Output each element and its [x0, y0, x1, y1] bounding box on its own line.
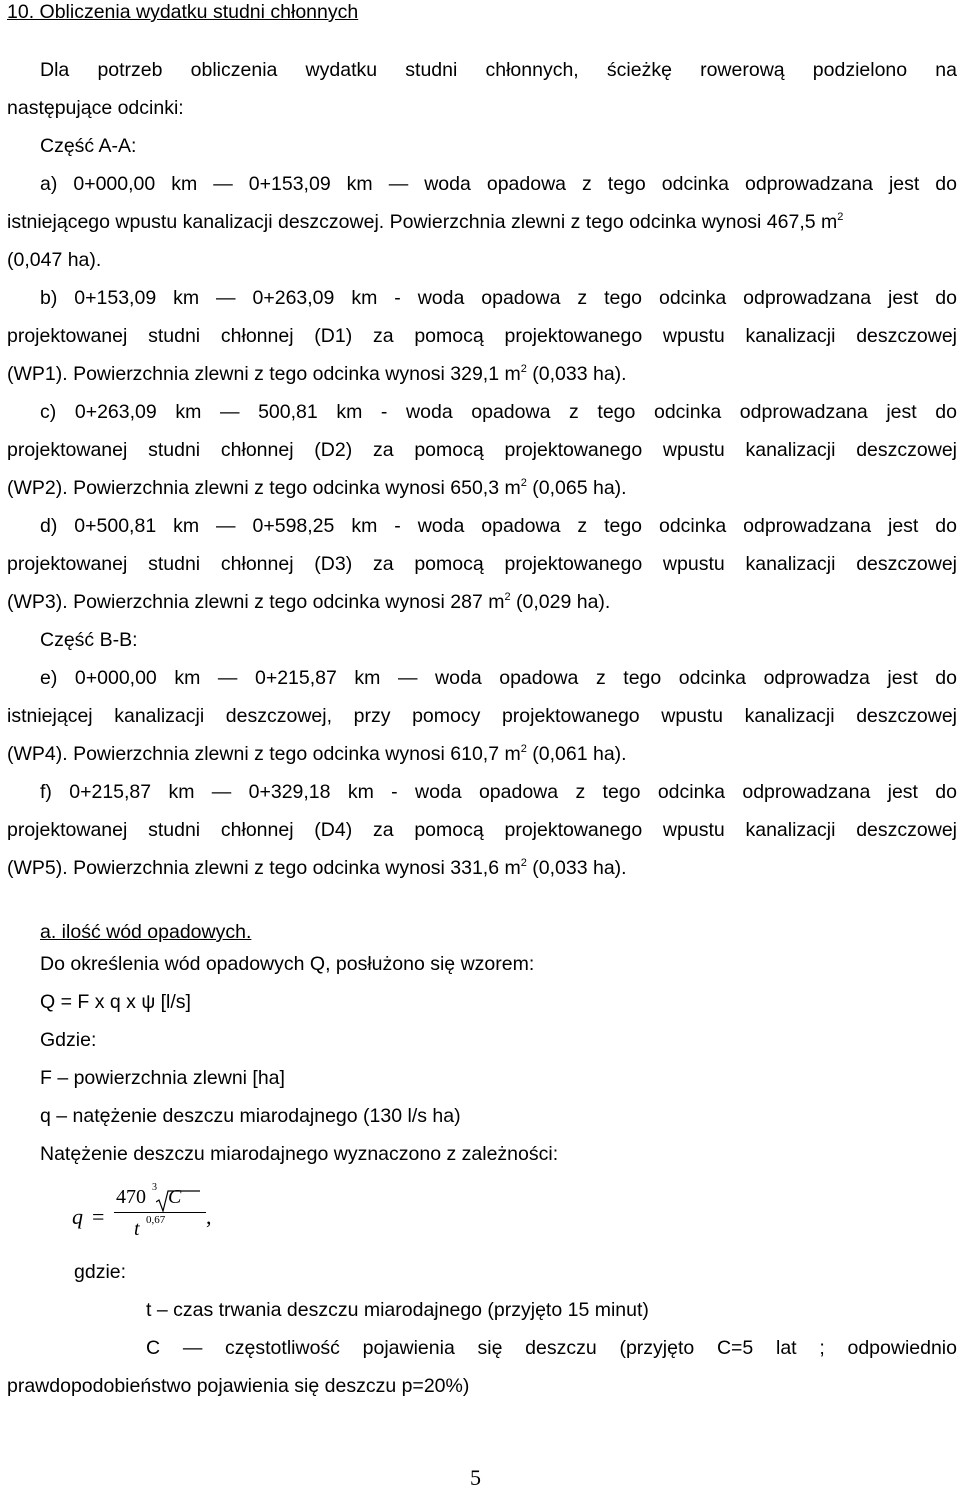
- item-f-line-3: (WP5). Powierzchnia zlewni z tego odcinka wynosi 331,6 $m^2$ (0,033 ha).: [7, 857, 627, 879]
- definition-c-line-1: C — częstotliwość pojawienia się deszczu (przyjęto C=5 lat ; odpowiednio: [146, 1337, 957, 1359]
- item-c-line-3: (WP2). Powierzchnia zlewni z tego odcinka wynosi 650,3 $m^2$ (0,065 ha).: [7, 477, 627, 499]
- formula-root-index: 3: [152, 1182, 157, 1193]
- item-d-line-3: (WP3). Powierzchnia zlewni z tego odcinka wynosi 287 $m^2$ (0,029 ha).: [7, 591, 611, 613]
- item-f-line-1: f) 0+215,87 km — 0+329,18 km - woda opadowa z tego odcinka odprowadzana jest do: [40, 781, 957, 803]
- formula-intro: Do określenia wód opadowych Q, posłużono się wzorem:: [40, 953, 535, 975]
- item-e-line-1: e) 0+000,00 km — 0+215,87 km — woda opadowa z tego odcinka odprowadza jest do: [40, 667, 957, 689]
- item-b-line-2: projektowanej studni chłonnej (D1) za pomocą projektowanego wpustu kanalizacji deszczowej: [7, 325, 957, 347]
- item-a-line-1: a) 0+000,00 km — 0+153,09 km — woda opadowa z tego odcinka odprowadzana jest do: [40, 173, 957, 195]
- superscript: 2: [837, 211, 844, 223]
- definition-q: q – natężenie deszczu miarodajnego (130 l/s ha): [40, 1105, 461, 1127]
- subsection-heading: a. ilość wód opadowych.: [40, 921, 252, 943]
- superscript: 2: [520, 743, 527, 755]
- superscript: 2: [520, 857, 527, 869]
- formula-q-total: Q = F x q x ψ [l/s]: [40, 991, 191, 1013]
- superscript: 2: [520, 363, 527, 375]
- where-label-2: gdzie:: [74, 1261, 127, 1283]
- formula-q: q: [72, 1204, 83, 1229]
- item-e-line-2: istniejącej kanalizacji deszczowej, przy pomocy projektowanego wpustu kanalizacji deszczowej: [7, 705, 957, 727]
- definition-t: t – czas trwania deszczu miarodajnego (przyjęto 15 minut): [146, 1299, 649, 1321]
- fraction-bar: [114, 1212, 206, 1213]
- definition-f: F – powierzchnia zlewni [ha]: [40, 1067, 285, 1089]
- item-e-line-3: (WP4). Powierzchnia zlewni z tego odcinka wynosi 610,7 $m^2$ (0,061 ha).: [7, 743, 627, 765]
- formula-numerator: 470: [116, 1186, 146, 1208]
- intensity-intro: Natężenie deszczu miarodajnego wyznaczono z zależności:: [40, 1143, 559, 1165]
- item-c-line-1: c) 0+263,09 km — 500,81 km - woda opadowa z tego odcinka odprowadzana jest do: [40, 401, 957, 423]
- item-f-line-2: projektowanej studni chłonnej (D4) za pomocą projektowanego wpustu kanalizacji deszczowej: [7, 819, 957, 841]
- superscript: 2: [504, 591, 511, 603]
- item-a-line-2: istniejącego wpustu kanalizacji deszczowej. Powierzchnia zlewni z tego odcinka wynosi 467,5 $m^2$: [7, 211, 844, 233]
- intro-line-2: następujące odcinki:: [7, 97, 184, 119]
- formula-comma: ,: [206, 1204, 212, 1229]
- formula-exponent: 0,67: [146, 1214, 166, 1226]
- item-b-line-3: (WP1). Powierzchnia zlewni z tego odcinka wynosi 329,1 $m^2$ (0,033 ha).: [7, 363, 627, 385]
- item-d-line-2: projektowanej studni chłonnej (D3) za pomocą projektowanego wpustu kanalizacji deszczowej: [7, 553, 957, 575]
- formula-equals: =: [92, 1204, 105, 1229]
- part-a-label: Część A-A:: [40, 135, 137, 157]
- item-d-line-1: d) 0+500,81 km — 0+598,25 km - woda opadowa z tego odcinka odprowadzana jest do: [40, 515, 957, 537]
- rain-intensity-formula: [72, 1180, 212, 1250]
- formula-c: C: [168, 1186, 182, 1208]
- item-b-line-1: b) 0+153,09 km — 0+263,09 km - woda opadowa z tego odcinka odprowadzana jest do: [40, 287, 957, 309]
- where-label: Gdzie:: [40, 1029, 97, 1051]
- section-heading: 10. Obliczenia wydatku studni chłonnych: [7, 1, 359, 23]
- item-c-line-2: projektowanej studni chłonnej (D2) za pomocą projektowanego wpustu kanalizacji deszczowej: [7, 439, 957, 461]
- intro-line-1: Dla potrzeb obliczenia wydatku studni chłonnych, ścieżkę rowerową podzielono na: [40, 59, 957, 81]
- page-number: 5: [470, 1465, 481, 1490]
- formula-t: t: [134, 1218, 140, 1240]
- superscript: 2: [520, 477, 527, 489]
- definition-c-line-2: prawdopodobieństwo pojawienia się deszczu p=20%): [7, 1375, 470, 1397]
- item-a-line-3: (0,047 ha).: [7, 249, 102, 271]
- part-b-label: Część B-B:: [40, 629, 138, 651]
